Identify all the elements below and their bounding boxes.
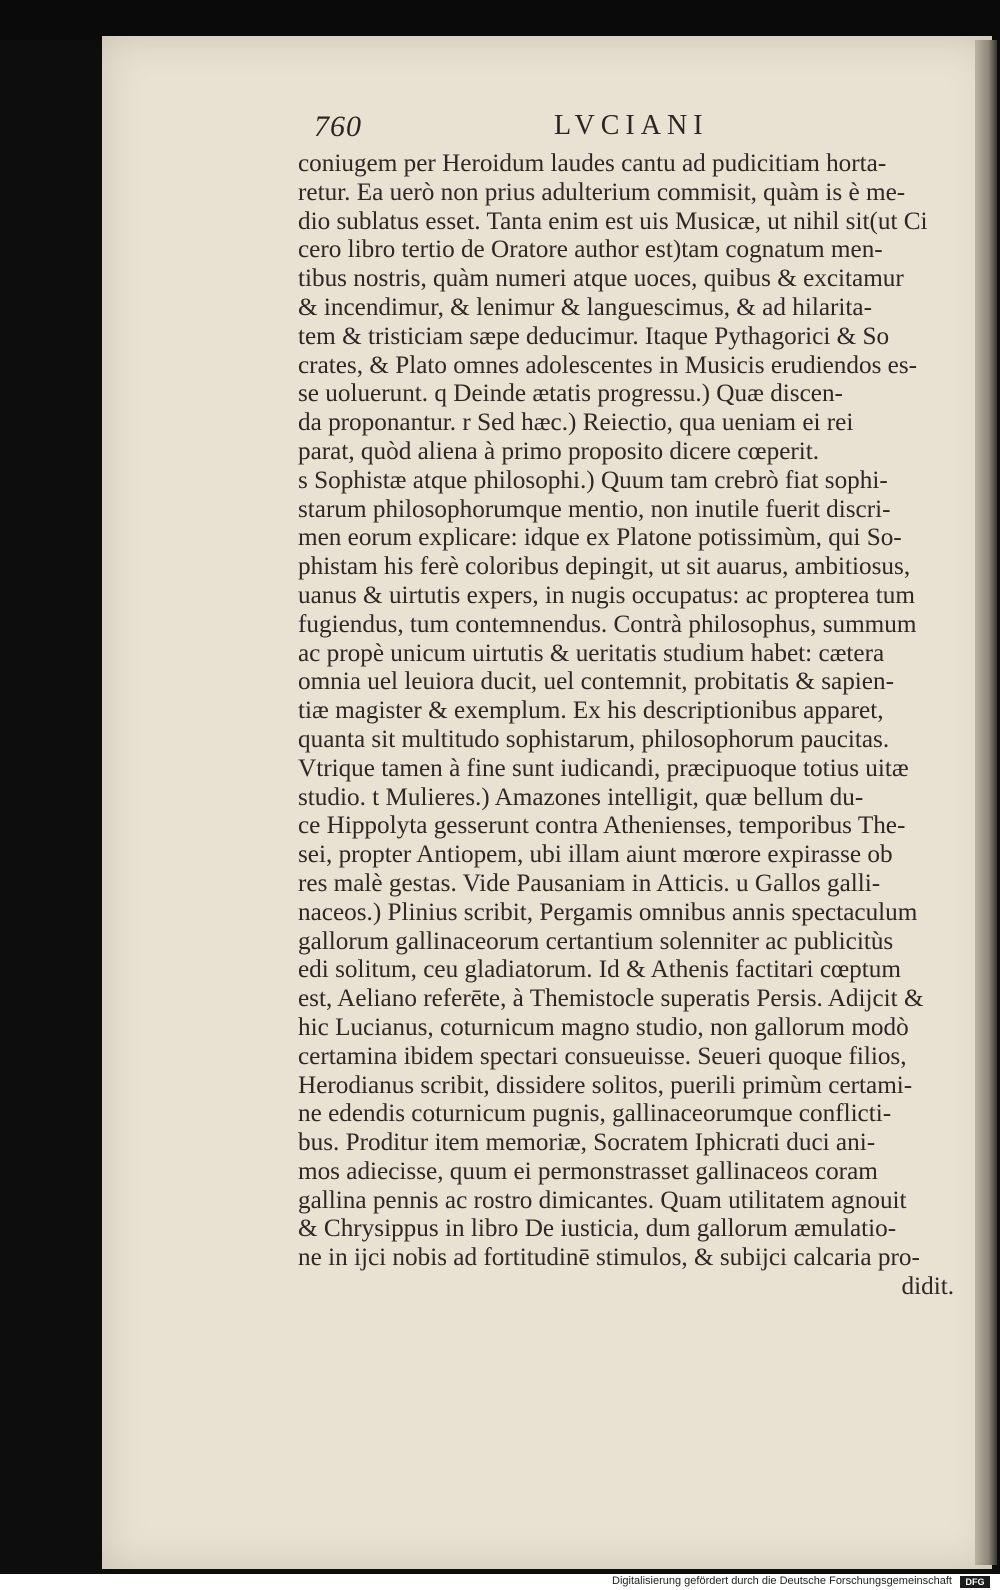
page-edge <box>975 40 997 1565</box>
text-line: sei, propter Antiopem, ubi illam aiunt mœrore expirasse ob <box>298 841 893 869</box>
body-text <box>298 150 954 1302</box>
text-line: quanta sit multitudo sophistarum, philosophorum paucitas. <box>298 725 890 753</box>
text-line: crates, & Plato omnes adolescentes in Musicis erudiendos es- <box>298 351 918 379</box>
text-line: se uoluerunt. q Deinde ætatis progressu.) Quæ discen- <box>298 380 843 408</box>
text-line: dio sublatus esset. Tanta enim est uis Musicæ, ut nihil sit(ut Ci <box>298 207 928 235</box>
running-title: LVCIANI <box>554 110 709 141</box>
text-line: edi solitum, ceu gladiatorum. Id & Athenis factitari cœptum <box>298 956 901 984</box>
text-line: fugiendus, tum contemnendus. Contrà philosophus, summum <box>298 610 917 638</box>
text-line: ne edendis coturnicum pugnis, gallinaceorumque conflicti- <box>298 1100 892 1128</box>
text-line: phistam his ferè coloribus depingit, ut sit auarus, ambitiosus, <box>298 553 911 581</box>
text-line: starum philosophorumque mentio, non inutile fuerit discri- <box>298 495 891 523</box>
text-line: retur. Ea uerò non prius adulterium commisit, quàm is è me- <box>298 178 906 206</box>
text-line: est, Aeliano referēte, à Themistocle superatis Persis. Adijcit & <box>298 985 924 1013</box>
text-line: gallina pennis ac rostro dimicantes. Quam utilitatem agnouit <box>298 1186 907 1214</box>
text-line: studio. t Mulieres.) Amazones intelligit, quæ bellum du- <box>298 783 864 811</box>
scan-background <box>0 0 1000 40</box>
text-line: tiæ magister & exemplum. Ex his descriptionibus apparet, <box>298 697 884 725</box>
text-line: tibus nostris, quàm numeri atque uoces, quibus & excitamur <box>298 265 904 293</box>
text-line: ne in ijci nobis ad fortitudinē stimulos, & subijci calcaria pro- <box>298 1244 920 1272</box>
dfg-logo: DFG <box>960 1576 990 1588</box>
text-line: men eorum explicare: idque ex Platone potissimùm, qui So- <box>298 524 902 552</box>
text-line: naceos.) Plinius scribit, Pergamis omnibus annis spectaculum <box>298 898 918 926</box>
text-line: coniugem per Heroidum laudes cantu ad pudicitiam horta- <box>298 150 887 177</box>
text-line: tem & tristiciam sæpe deducimur. Itaque Pythagorici & So <box>298 322 890 350</box>
text-line: da proponantur. r Sed hæc.) Reiectio, qua ueniam ei rei <box>298 409 854 437</box>
text-line: ce Hippolyta gesserunt contra Athenienses, temporibus The- <box>298 812 906 840</box>
text-line: ac propè unicum uirtutis & ueritatis studium habet: cætera <box>298 639 885 667</box>
text-line: & Chrysippus in libro De iusticia, dum gallorum æmulatio- <box>298 1215 897 1243</box>
text-line: omnia uel leuiora ducit, uel contemnit, probitatis & sapien- <box>298 668 894 696</box>
text-line: certamina ibidem spectari consueuisse. Seueri quoque filios, <box>298 1042 907 1070</box>
text-line: mos adiecisse, quum ei permonstrasset gallinaceos coram <box>298 1157 878 1185</box>
text-line: hic Lucianus, coturnicum magno studio, non gallorum modò <box>298 1013 909 1041</box>
page-header <box>212 110 752 150</box>
text-line: didit. <box>901 1273 954 1301</box>
text-line: parat, quòd aliena à primo proposito dicere cœperit. <box>298 437 820 465</box>
page-number: 760 <box>314 110 362 143</box>
text-line: cero libro tertio de Oratore author est)tam cognatum men- <box>298 236 883 264</box>
text-line: uanus & uirtutis expers, in nugis occupatus: ac propterea tum <box>298 581 915 609</box>
text-line: res malè gestas. Vide Pausaniam in Atticis. u Gallos galli- <box>298 869 881 897</box>
text-line: & incendimur, & lenimur & languescimus, & ad hilarita- <box>298 293 872 321</box>
text-line: Herodianus scribit, dissidere solitos, puerili primùm certami- <box>298 1071 913 1099</box>
text-line: gallorum gallinaceorum certantium solenniter ac publicitùs <box>298 927 894 955</box>
text-line: s Sophistæ atque philosophi.) Quum tam crebrò fiat sophi- <box>298 466 888 494</box>
text-line: Vtrique tamen à fine sunt iudicandi, præcipuoque totius uitæ <box>298 754 909 782</box>
text-line: bus. Proditur item memoriæ, Socratem Iphicrati duci ani- <box>298 1129 876 1157</box>
funding-credit: Digitalisierung gefördert durch die Deutsche Forschungsgemeinschaft <box>612 1575 952 1587</box>
